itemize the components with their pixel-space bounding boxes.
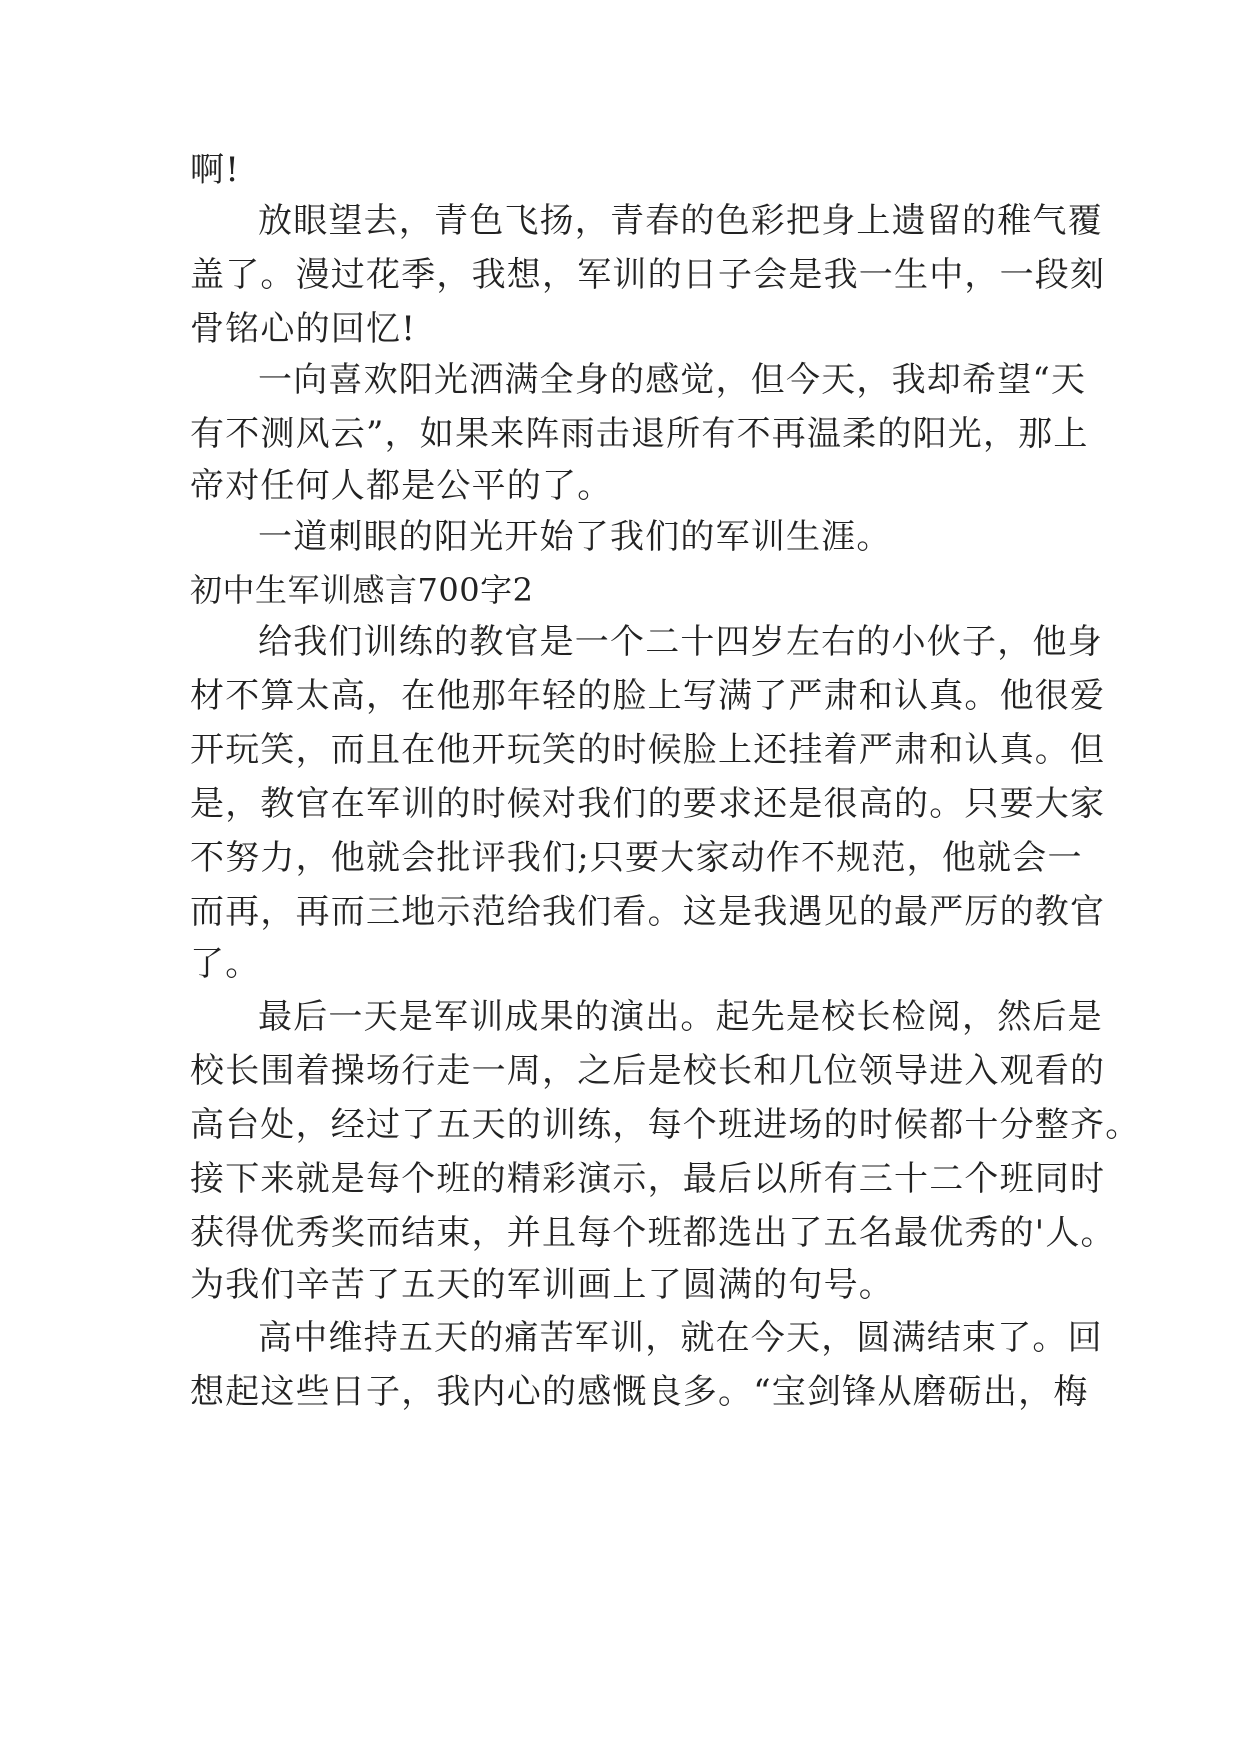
text-line: 接下来就是每个班的精彩演示，最后以所有三十二个班同时 — [190, 1159, 1106, 1199]
text-line: 为我们辛苦了五天的军训画上了圆满的句号。 — [190, 1265, 894, 1305]
text-line: 不努力，他就会批评我们;只要大家动作不规范，他就会一 — [190, 838, 1083, 878]
text-line: 而再，再而三地示范给我们看。这是我遇见的最严厉的教官 — [190, 892, 1106, 932]
text-line: 材不算太高，在他那年轻的脸上写满了严肃和认真。他很爱 — [190, 676, 1106, 716]
text-line: 开玩笑，而且在他开玩笑的时候脸上还挂着严肃和认真。但 — [190, 730, 1106, 770]
paragraph-first-line: 高中维持五天的痛苦军训，就在今天，圆满结束了。回 — [258, 1318, 1103, 1358]
text-line: 高台处，经过了五天的训练，每个班进场的时候都十分整齐。 — [190, 1105, 1141, 1145]
text-line: 帝对任何人都是公平的了。 — [190, 466, 613, 506]
text-line: 校长围着操场行走一周，之后是校长和几位领导进入观看的 — [190, 1051, 1106, 1091]
text-line: 骨铭心的回忆! — [190, 309, 417, 349]
text-line: 获得优秀奖而结束，并且每个班都选出了五名最优秀的'人。 — [190, 1213, 1116, 1253]
paragraph-first-line: 一道刺眼的阳光开始了我们的军训生涯。 — [258, 517, 892, 557]
text-line: 盖了。漫过花季，我想，军训的日子会是我一生中，一段刻 — [190, 255, 1106, 295]
section-heading: 初中生军训感言700字2 — [190, 571, 534, 609]
paragraph-first-line: 放眼望去，青色飞扬，青春的色彩把身上遗留的稚气覆 — [258, 201, 1103, 241]
paragraph-first-line: 给我们训练的教官是一个二十四岁左右的小伙子，他身 — [258, 622, 1103, 662]
text-line: 是，教官在军训的时候对我们的要求还是很高的。只要大家 — [190, 784, 1106, 824]
text-line: 想起这些日子，我内心的感慨良多。“宝剑锋从磨砺出，梅 — [190, 1372, 1089, 1412]
text-line: 有不测风云”，如果来阵雨击退所有不再温柔的阳光，那上 — [190, 414, 1089, 454]
text-line: 了。 — [190, 944, 261, 984]
text-line: 啊! — [190, 150, 241, 190]
paragraph-first-line: 最后一天是军训成果的演出。起先是校长检阅，然后是 — [258, 997, 1103, 1037]
paragraph-first-line: 一向喜欢阳光洒满全身的感觉，但今天，我却希望“天 — [258, 360, 1087, 400]
